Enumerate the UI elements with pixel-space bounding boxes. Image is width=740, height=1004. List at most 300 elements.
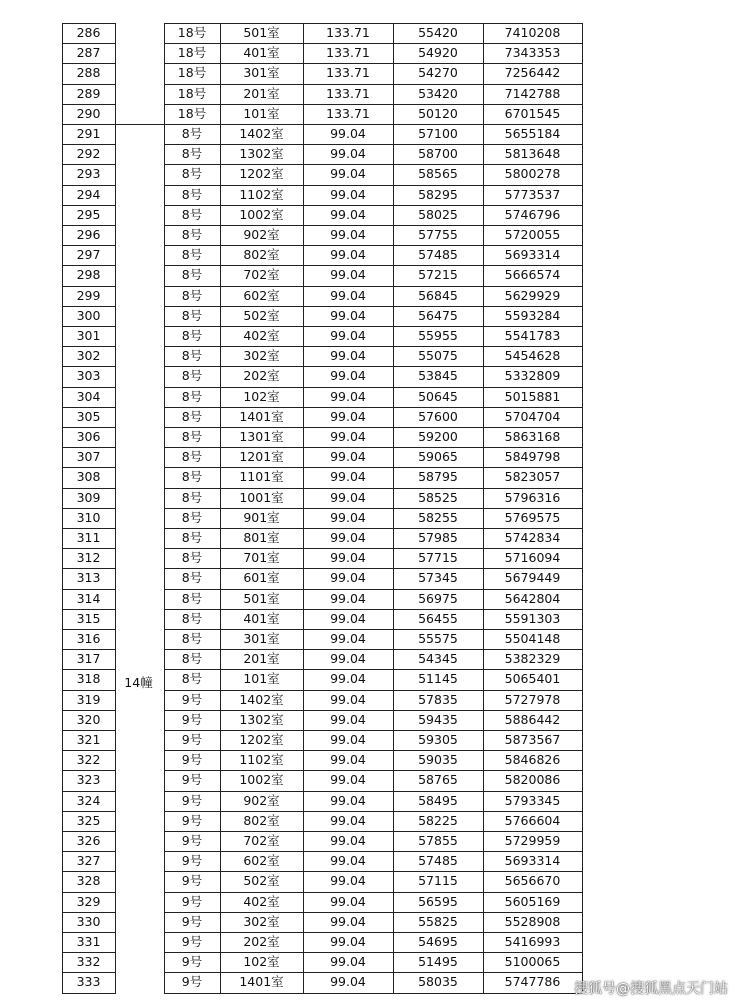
row-number-cell: 327 [76, 853, 101, 869]
total-price-cell: 5742834 [504, 530, 561, 545]
unit-price-cell: 58795 [418, 469, 458, 485]
row-divider [62, 286, 116, 287]
row-divider [164, 185, 582, 186]
row-number-cell: 329 [76, 893, 101, 909]
room-number-cell: 802室 [243, 812, 280, 828]
room-number-cell: 1102室 [239, 186, 284, 202]
row-divider [164, 750, 582, 751]
building-number-cell: 8号 [181, 348, 203, 364]
table-row [62, 528, 582, 548]
table-row [62, 972, 582, 992]
row-divider [62, 609, 116, 610]
unit-price-cell: 58035 [418, 974, 458, 990]
row-divider [164, 649, 582, 650]
row-number-cell: 333 [76, 974, 101, 990]
row-number-cell: 328 [76, 873, 101, 889]
table-row [62, 568, 582, 588]
total-price-cell: 5849798 [504, 449, 561, 465]
total-price-cell: 6701545 [504, 105, 561, 121]
building-number-cell: 8号 [181, 186, 203, 202]
building-number-cell: 8号 [181, 550, 203, 566]
row-divider [164, 144, 582, 145]
table-row [62, 609, 582, 629]
area-cell: 99.04 [330, 348, 366, 364]
unit-price-cell: 56595 [418, 893, 458, 909]
row-divider [62, 124, 116, 125]
area-cell: 133.71 [326, 45, 370, 61]
building-number-cell: 8号 [181, 166, 203, 182]
building-number-cell: 8号 [181, 429, 203, 444]
row-number-cell: 294 [76, 186, 101, 202]
table-row [62, 508, 582, 528]
row-divider [164, 831, 582, 832]
row-divider [62, 427, 116, 428]
area-cell: 99.04 [330, 126, 366, 141]
table-row [62, 43, 582, 63]
table-row [62, 265, 582, 285]
area-cell: 99.04 [330, 509, 366, 525]
building-number-cell: 9号 [181, 974, 203, 990]
row-divider [62, 791, 116, 792]
building-number-cell: 9号 [181, 812, 203, 828]
total-price-cell: 5863168 [504, 429, 561, 444]
row-number-cell: 314 [76, 590, 101, 606]
row-number-cell: 313 [76, 570, 101, 586]
row-number-cell: 292 [76, 146, 101, 162]
area-cell: 99.04 [330, 752, 366, 768]
room-number-cell: 501室 [243, 25, 280, 40]
row-number-cell: 330 [76, 913, 101, 929]
unit-price-cell: 53845 [418, 368, 458, 384]
total-price-cell: 5823057 [504, 469, 561, 485]
area-cell: 99.04 [330, 206, 366, 222]
area-cell: 99.04 [330, 833, 366, 848]
row-divider [62, 407, 116, 408]
row-divider [62, 871, 116, 872]
row-divider [62, 144, 116, 145]
row-number-cell: 318 [76, 671, 101, 687]
total-price-cell: 5382329 [504, 651, 561, 667]
room-number-cell: 401室 [243, 45, 280, 61]
area-cell: 133.71 [326, 65, 370, 81]
building-number-cell: 9号 [181, 792, 203, 808]
building-number-cell: 18号 [177, 105, 207, 121]
unit-price-cell: 59035 [418, 752, 458, 768]
room-number-cell: 302室 [243, 348, 280, 364]
room-number-cell: 902室 [243, 792, 280, 808]
table-row [62, 84, 582, 104]
column-divider [483, 23, 484, 993]
area-cell: 99.04 [330, 449, 366, 465]
column-divider [303, 23, 304, 993]
column-divider [582, 23, 583, 993]
area-cell: 99.04 [330, 772, 366, 788]
building-number-cell: 9号 [181, 833, 203, 848]
room-number-cell: 802室 [243, 247, 280, 263]
row-divider [164, 366, 582, 367]
row-number-cell: 295 [76, 206, 101, 222]
unit-price-cell: 51145 [418, 671, 458, 687]
row-divider [164, 23, 582, 24]
building-number-cell: 9号 [181, 934, 203, 949]
table-row [62, 589, 582, 609]
row-divider [164, 730, 582, 731]
row-number-cell: 321 [76, 732, 101, 747]
row-divider [164, 508, 582, 509]
row-number-cell: 302 [76, 348, 101, 364]
unit-price-cell: 55955 [418, 328, 458, 343]
area-cell: 99.04 [330, 186, 366, 202]
row-divider [62, 589, 116, 590]
row-divider [62, 568, 116, 569]
total-price-cell: 5679449 [504, 570, 561, 586]
row-number-cell: 309 [76, 489, 101, 505]
table-row [62, 387, 582, 407]
building-number-cell: 18号 [177, 85, 207, 101]
area-cell: 99.04 [330, 227, 366, 242]
building-number-cell: 9号 [181, 873, 203, 889]
row-number-cell: 312 [76, 550, 101, 566]
area-cell: 99.04 [330, 570, 366, 586]
unit-price-cell: 56475 [418, 307, 458, 323]
area-cell: 99.04 [330, 408, 366, 424]
building-group-label: 14幢 [124, 675, 153, 691]
row-divider [164, 205, 582, 206]
room-number-cell: 702室 [243, 267, 280, 283]
row-divider [62, 993, 116, 994]
table-row [62, 488, 582, 508]
total-price-cell: 7142788 [504, 85, 561, 101]
unit-price-cell: 56455 [418, 610, 458, 626]
total-price-cell: 7256442 [504, 65, 561, 81]
total-price-cell: 5065401 [504, 671, 561, 687]
unit-price-cell: 54920 [418, 45, 458, 61]
building-number-cell: 18号 [177, 65, 207, 81]
row-number-cell: 300 [76, 307, 101, 323]
row-divider [62, 952, 116, 953]
unit-price-cell: 57985 [418, 530, 458, 545]
unit-price-cell: 57835 [418, 691, 458, 707]
unit-price-cell: 55575 [418, 631, 458, 646]
building-number-cell: 8号 [181, 610, 203, 626]
area-cell: 99.04 [330, 974, 366, 990]
row-divider [164, 770, 582, 771]
room-number-cell: 602室 [243, 287, 280, 303]
row-divider [164, 245, 582, 246]
table-row [62, 63, 582, 83]
total-price-cell: 5591303 [504, 610, 561, 626]
row-divider [62, 831, 116, 832]
building-number-cell: 8号 [181, 247, 203, 263]
row-divider [164, 932, 582, 933]
row-number-cell: 297 [76, 247, 101, 263]
row-number-cell: 287 [76, 45, 101, 61]
row-divider [62, 104, 116, 105]
row-divider [164, 609, 582, 610]
table-row [62, 407, 582, 427]
room-number-cell: 1002室 [239, 206, 284, 222]
total-price-cell: 5655184 [504, 126, 561, 141]
building-number-cell: 8号 [181, 368, 203, 384]
row-divider [62, 447, 116, 448]
area-cell: 99.04 [330, 711, 366, 727]
row-divider [164, 791, 582, 792]
building-number-cell: 9号 [181, 711, 203, 727]
room-number-cell: 1401室 [239, 408, 284, 424]
unit-price-cell: 55075 [418, 348, 458, 364]
room-number-cell: 1001室 [239, 489, 284, 505]
row-divider [62, 972, 116, 973]
row-number-cell: 296 [76, 227, 101, 242]
room-number-cell: 1102室 [239, 752, 284, 768]
row-divider [62, 326, 116, 327]
table-row [62, 23, 582, 43]
row-number-cell: 306 [76, 429, 101, 444]
unit-price-cell: 58765 [418, 772, 458, 788]
building-number-cell: 8号 [181, 307, 203, 323]
row-divider [164, 892, 582, 893]
row-divider [62, 912, 116, 913]
row-number-cell: 304 [76, 388, 101, 404]
row-number-cell: 319 [76, 691, 101, 707]
total-price-cell: 5813648 [504, 146, 561, 162]
row-divider [62, 185, 116, 186]
room-number-cell: 702室 [243, 833, 280, 848]
area-cell: 99.04 [330, 631, 366, 646]
table-row [62, 205, 582, 225]
table-row [62, 730, 582, 750]
row-divider [62, 851, 116, 852]
column-divider [164, 23, 165, 993]
table-row [62, 185, 582, 205]
room-number-cell: 902室 [243, 227, 280, 242]
area-cell: 99.04 [330, 590, 366, 606]
table-row [62, 770, 582, 790]
room-number-cell: 101室 [243, 671, 280, 687]
unit-price-cell: 58225 [418, 812, 458, 828]
row-divider [164, 407, 582, 408]
row-number-cell: 324 [76, 792, 101, 808]
row-number-cell: 301 [76, 328, 101, 343]
unit-price-cell: 57600 [418, 408, 458, 424]
row-number-cell: 332 [76, 954, 101, 970]
row-divider [164, 811, 582, 812]
area-cell: 99.04 [330, 368, 366, 384]
building-number-cell: 9号 [181, 732, 203, 747]
row-divider [164, 690, 582, 691]
total-price-cell: 5528908 [504, 913, 561, 929]
row-divider [164, 589, 582, 590]
total-price-cell: 5100065 [504, 954, 561, 970]
building-number-cell: 8号 [181, 489, 203, 505]
total-price-cell: 5800278 [504, 166, 561, 182]
room-number-cell: 201室 [243, 651, 280, 667]
row-number-cell: 299 [76, 287, 101, 303]
unit-price-cell: 58700 [418, 146, 458, 162]
row-divider [164, 104, 582, 105]
unit-price-cell: 58495 [418, 792, 458, 808]
table-row [62, 326, 582, 346]
table-row [62, 548, 582, 568]
row-divider [62, 629, 116, 630]
area-cell: 99.04 [330, 307, 366, 323]
unit-price-cell: 56845 [418, 287, 458, 303]
row-divider [164, 488, 582, 489]
table-row [62, 831, 582, 851]
room-number-cell: 1301室 [239, 429, 284, 444]
area-cell: 99.04 [330, 328, 366, 343]
unit-price-cell: 55420 [418, 25, 458, 40]
unit-price-cell: 55825 [418, 913, 458, 929]
group-divider [116, 124, 164, 125]
row-divider [164, 43, 582, 44]
total-price-cell: 5666574 [504, 267, 561, 283]
unit-price-cell: 50645 [418, 388, 458, 404]
row-number-cell: 290 [76, 105, 101, 121]
row-divider [62, 669, 116, 670]
row-number-cell: 323 [76, 772, 101, 788]
row-divider [62, 548, 116, 549]
building-number-cell: 9号 [181, 853, 203, 869]
total-price-cell: 5820086 [504, 772, 561, 788]
unit-price-cell: 57345 [418, 570, 458, 586]
building-number-cell: 18号 [177, 25, 207, 40]
total-price-cell: 5720055 [504, 227, 561, 242]
column-divider [220, 23, 221, 993]
unit-price-cell: 50120 [418, 105, 458, 121]
row-divider [62, 770, 116, 771]
table-row [62, 871, 582, 891]
row-number-cell: 291 [76, 126, 101, 141]
row-divider [164, 710, 582, 711]
row-divider [62, 528, 116, 529]
row-number-cell: 322 [76, 752, 101, 768]
row-number-cell: 308 [76, 469, 101, 485]
area-cell: 99.04 [330, 873, 366, 889]
area-cell: 99.04 [330, 812, 366, 828]
row-number-cell: 331 [76, 934, 101, 949]
row-divider [164, 306, 582, 307]
unit-price-cell: 57485 [418, 247, 458, 263]
unit-price-cell: 58295 [418, 186, 458, 202]
room-number-cell: 102室 [243, 388, 280, 404]
room-number-cell: 701室 [243, 550, 280, 566]
total-price-cell: 5886442 [504, 711, 561, 727]
total-price-cell: 5416993 [504, 934, 561, 949]
table-row [62, 225, 582, 245]
room-number-cell: 202室 [243, 934, 280, 949]
table-row [62, 104, 582, 124]
row-divider [164, 568, 582, 569]
row-divider [62, 508, 116, 509]
total-price-cell: 7343353 [504, 45, 561, 61]
row-divider [164, 326, 582, 327]
area-cell: 99.04 [330, 166, 366, 182]
row-divider [164, 993, 582, 994]
unit-price-cell: 59305 [418, 732, 458, 747]
total-price-cell: 5605169 [504, 893, 561, 909]
row-number-cell: 316 [76, 631, 101, 646]
row-divider [62, 265, 116, 266]
area-cell: 99.04 [330, 388, 366, 404]
room-number-cell: 602室 [243, 853, 280, 869]
total-price-cell: 5504148 [504, 631, 561, 646]
unit-price-cell: 53420 [418, 85, 458, 101]
room-number-cell: 302室 [243, 913, 280, 929]
row-divider [164, 286, 582, 287]
total-price-cell: 5873567 [504, 732, 561, 747]
row-divider [62, 811, 116, 812]
total-price-cell: 5716094 [504, 550, 561, 566]
total-price-cell: 5796316 [504, 489, 561, 505]
building-number-cell: 9号 [181, 893, 203, 909]
table-row [62, 346, 582, 366]
total-price-cell: 5332809 [504, 368, 561, 384]
building-number-cell: 8号 [181, 530, 203, 545]
row-divider [62, 649, 116, 650]
row-divider [62, 84, 116, 85]
room-number-cell: 202室 [243, 368, 280, 384]
building-number-cell: 8号 [181, 227, 203, 242]
unit-price-cell: 57855 [418, 833, 458, 848]
row-divider [62, 23, 116, 24]
row-divider [164, 84, 582, 85]
total-price-cell: 5642804 [504, 590, 561, 606]
table-row [62, 427, 582, 447]
total-price-cell: 5793345 [504, 792, 561, 808]
row-number-cell: 293 [76, 166, 101, 182]
total-price-cell: 5015881 [504, 388, 561, 404]
room-number-cell: 901室 [243, 509, 280, 525]
table-row [62, 851, 582, 871]
unit-price-cell: 59065 [418, 449, 458, 465]
table-row [62, 144, 582, 164]
area-cell: 99.04 [330, 489, 366, 505]
table-row [62, 649, 582, 669]
total-price-cell: 5593284 [504, 307, 561, 323]
building-number-cell: 9号 [181, 691, 203, 707]
row-number-cell: 315 [76, 610, 101, 626]
row-divider [164, 467, 582, 468]
area-cell: 99.04 [330, 247, 366, 263]
building-number-cell: 9号 [181, 752, 203, 768]
area-cell: 99.04 [330, 671, 366, 687]
table-row [62, 164, 582, 184]
building-number-cell: 8号 [181, 631, 203, 646]
row-divider [62, 488, 116, 489]
area-cell: 99.04 [330, 651, 366, 667]
room-number-cell: 1302室 [239, 146, 284, 162]
total-price-cell: 5454628 [504, 348, 561, 364]
total-price-cell: 5693314 [504, 853, 561, 869]
room-number-cell: 402室 [243, 893, 280, 909]
area-cell: 99.04 [330, 792, 366, 808]
row-divider [62, 63, 116, 64]
unit-price-cell: 57755 [418, 227, 458, 242]
area-cell: 133.71 [326, 25, 370, 40]
building-number-cell: 8号 [181, 509, 203, 525]
unit-price-cell: 54270 [418, 65, 458, 81]
unit-price-cell: 56975 [418, 590, 458, 606]
table-row [62, 892, 582, 912]
total-price-cell: 7410208 [504, 25, 561, 40]
row-number-cell: 289 [76, 85, 101, 101]
row-divider [62, 932, 116, 933]
unit-price-cell: 57485 [418, 853, 458, 869]
area-cell: 99.04 [330, 893, 366, 909]
row-divider [62, 306, 116, 307]
table-row [62, 447, 582, 467]
